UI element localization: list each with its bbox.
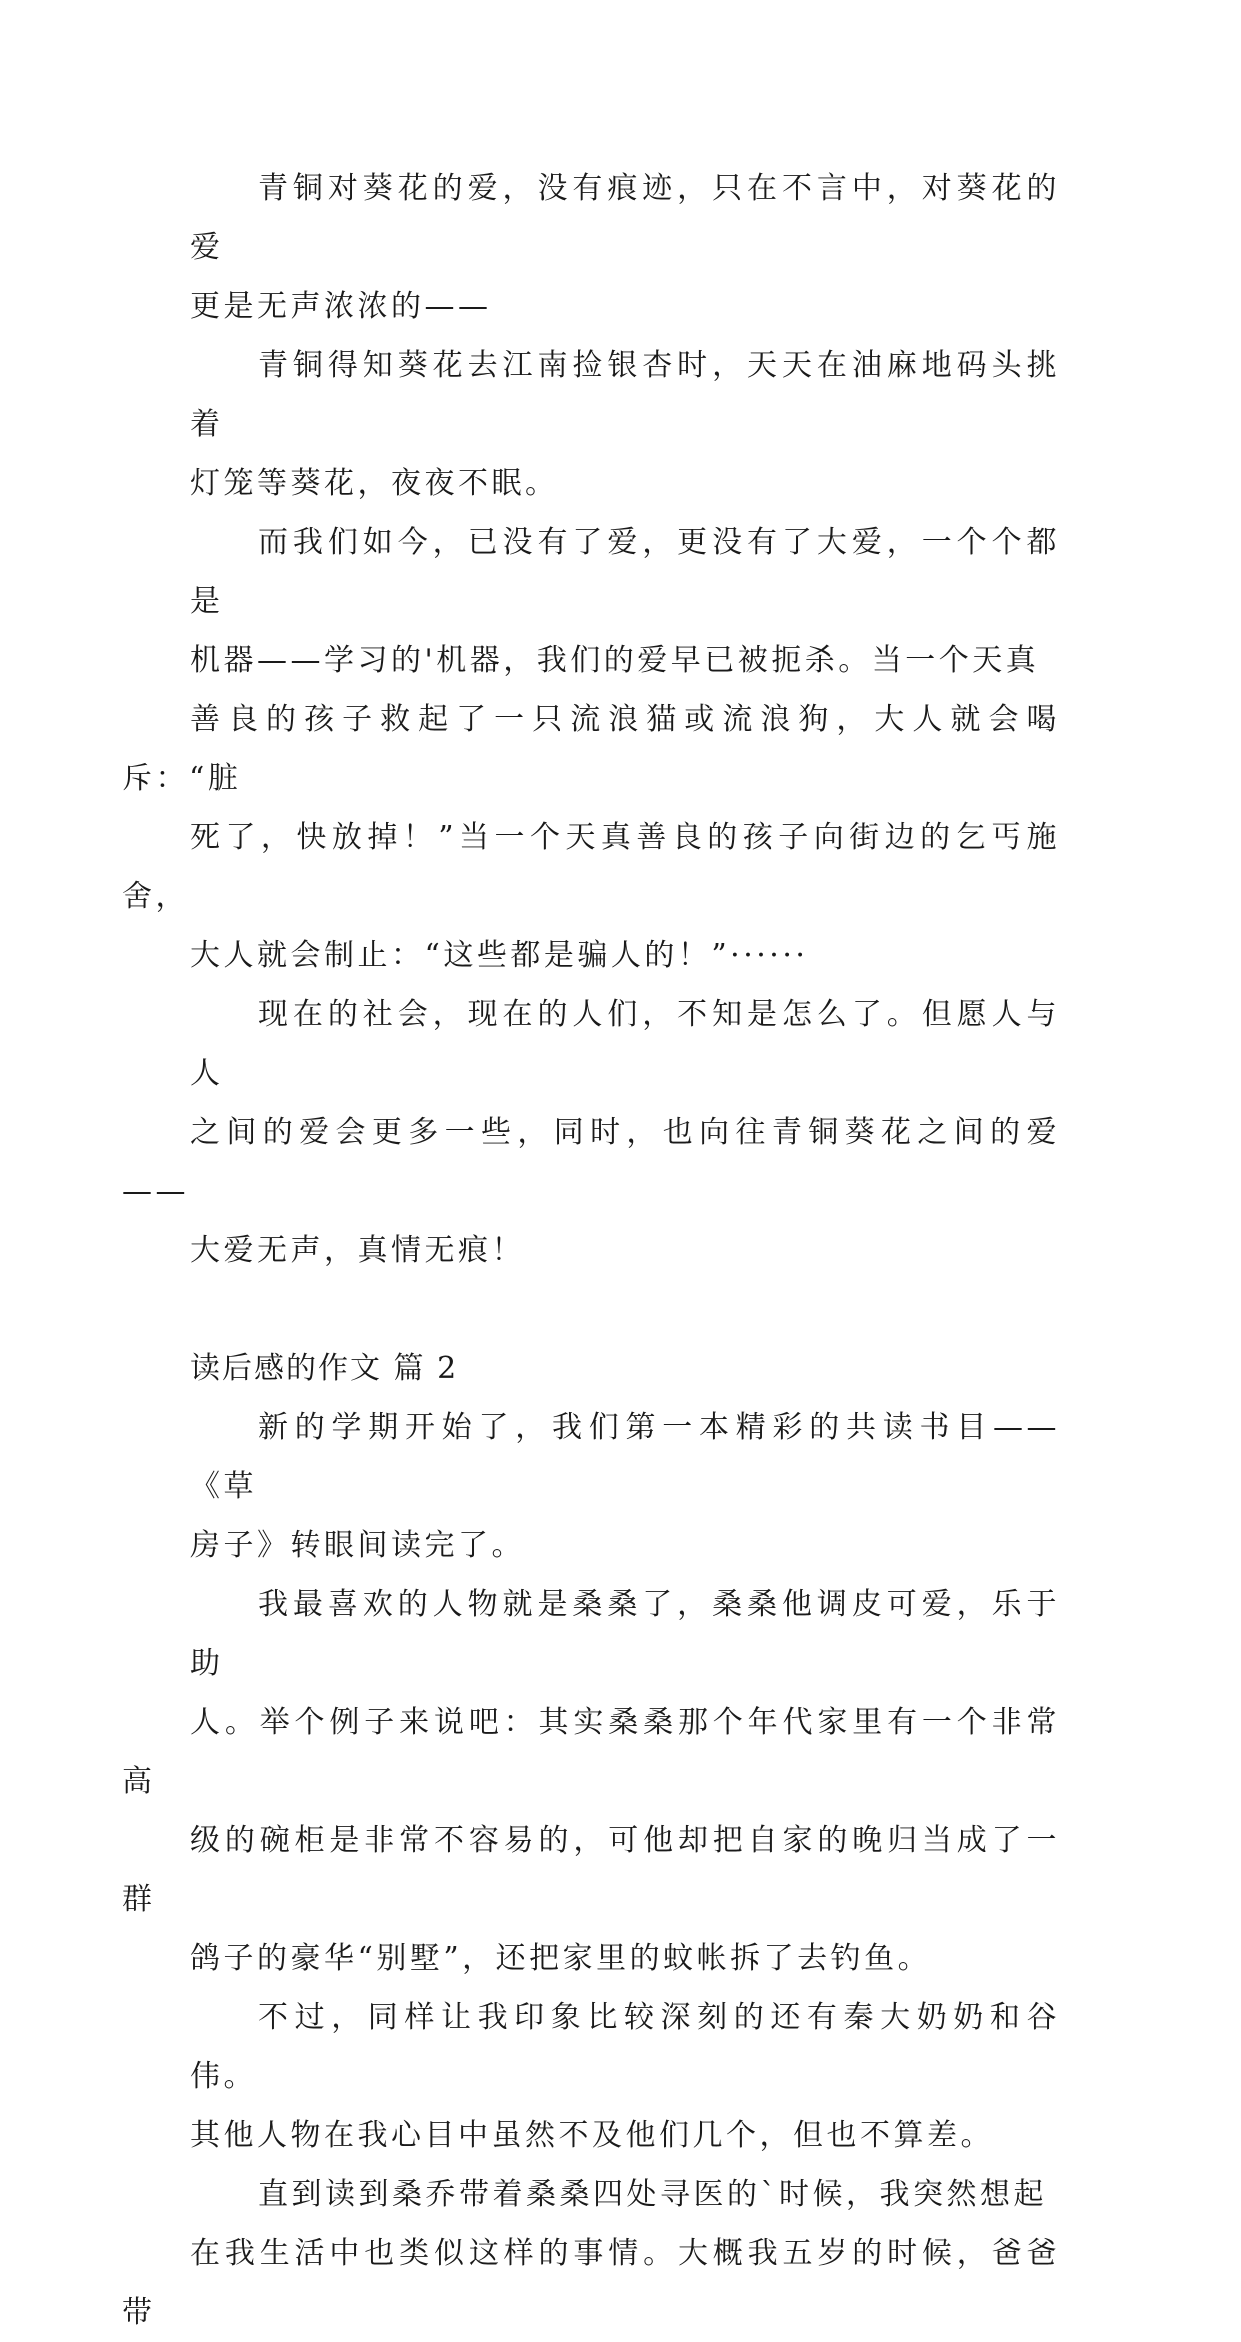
text-line: 房子》转眼间读完了。 xyxy=(190,1528,525,1563)
text-line: 青铜对葵花的爱，没有痕迹，只在不言中，对葵花的爱 xyxy=(190,171,1060,265)
text-line: 级的碗柜是非常不容易的，可他却把自家的晚归当成了一群 xyxy=(122,1823,1060,1917)
text-line: 死了，快放掉！”当一个天真善良的孩子向街边的乞丐施舍， xyxy=(122,820,1060,914)
text-line: 更是无声浓浓的—— xyxy=(190,289,492,324)
text-line: 之间的爱会更多一些，同时，也向往青铜葵花之间的爱 —— xyxy=(122,1115,1060,1209)
text-line: 现在的社会，现在的人们，不知是怎么了。但愿人与人 xyxy=(190,997,1060,1091)
paragraph-lantern-waiting xyxy=(190,336,1060,513)
text-line: 大爱无声，真情无痕！ xyxy=(190,1233,525,1268)
section-heading: 读后感的作文 篇 2 xyxy=(190,1351,459,1386)
text-line: 鸽子的豪华“别墅”，还把家里的蚊帐拆了去钓鱼。 xyxy=(190,1941,932,1976)
paragraph-qingtong-love xyxy=(190,159,1060,336)
text-line: 大人就会制止：“这些都是骗人的！”······ xyxy=(190,938,809,973)
text-line: 人。举个例子来说吧：其实桑桑那个年代家里有一个非常高 xyxy=(122,1705,1060,1799)
text-line: 青铜得知葵花去江南捡银杏时，天天在油麻地码头挑着 xyxy=(190,348,1060,442)
text-line: 机器——学习的'机器，我们的爱早已被扼杀。当一个天真 xyxy=(190,643,1040,678)
paragraph-new-semester xyxy=(190,1398,1060,1575)
text-line: 在我生活中也类似这样的事情。大概我五岁的时候，爸爸带 xyxy=(122,2236,1060,2330)
section-gap xyxy=(190,1280,1060,1339)
text-line: 直到读到桑乔带着桑桑四处寻医的`时候，我突然想起 xyxy=(258,2177,1047,2212)
paragraph-other-characters xyxy=(190,1988,1060,2165)
text-line: 不过，同样让我印象比较深刻的还有秦大奶奶和谷伟。 xyxy=(190,2000,1060,2094)
text-line: 新的学期开始了，我们第一本精彩的共读书目——《草 xyxy=(190,1410,1060,1504)
paragraph-love-lost xyxy=(122,513,1060,985)
text-line: 其他人物在我心目中虽然不及他们几个，但也不算差。 xyxy=(190,2118,994,2153)
text-line: 灯笼等葵花，夜夜不眠。 xyxy=(190,466,559,501)
document-body xyxy=(122,159,1060,2342)
paragraph-sangsang xyxy=(122,1575,1060,1988)
text-line: 我最喜欢的人物就是桑桑了，桑桑他调皮可爱，乐于助 xyxy=(190,1587,1060,1681)
text-line: 而我们如今，已没有了爱，更没有了大爱，一个个都是 xyxy=(190,525,1060,619)
text-line: 善良的孩子救起了一只流浪猫或流浪狗，大人就会喝斥：“脏 xyxy=(122,702,1060,796)
paragraph-society-hope xyxy=(122,985,1060,1280)
paragraph-seeking-doctor xyxy=(122,2165,1060,2342)
